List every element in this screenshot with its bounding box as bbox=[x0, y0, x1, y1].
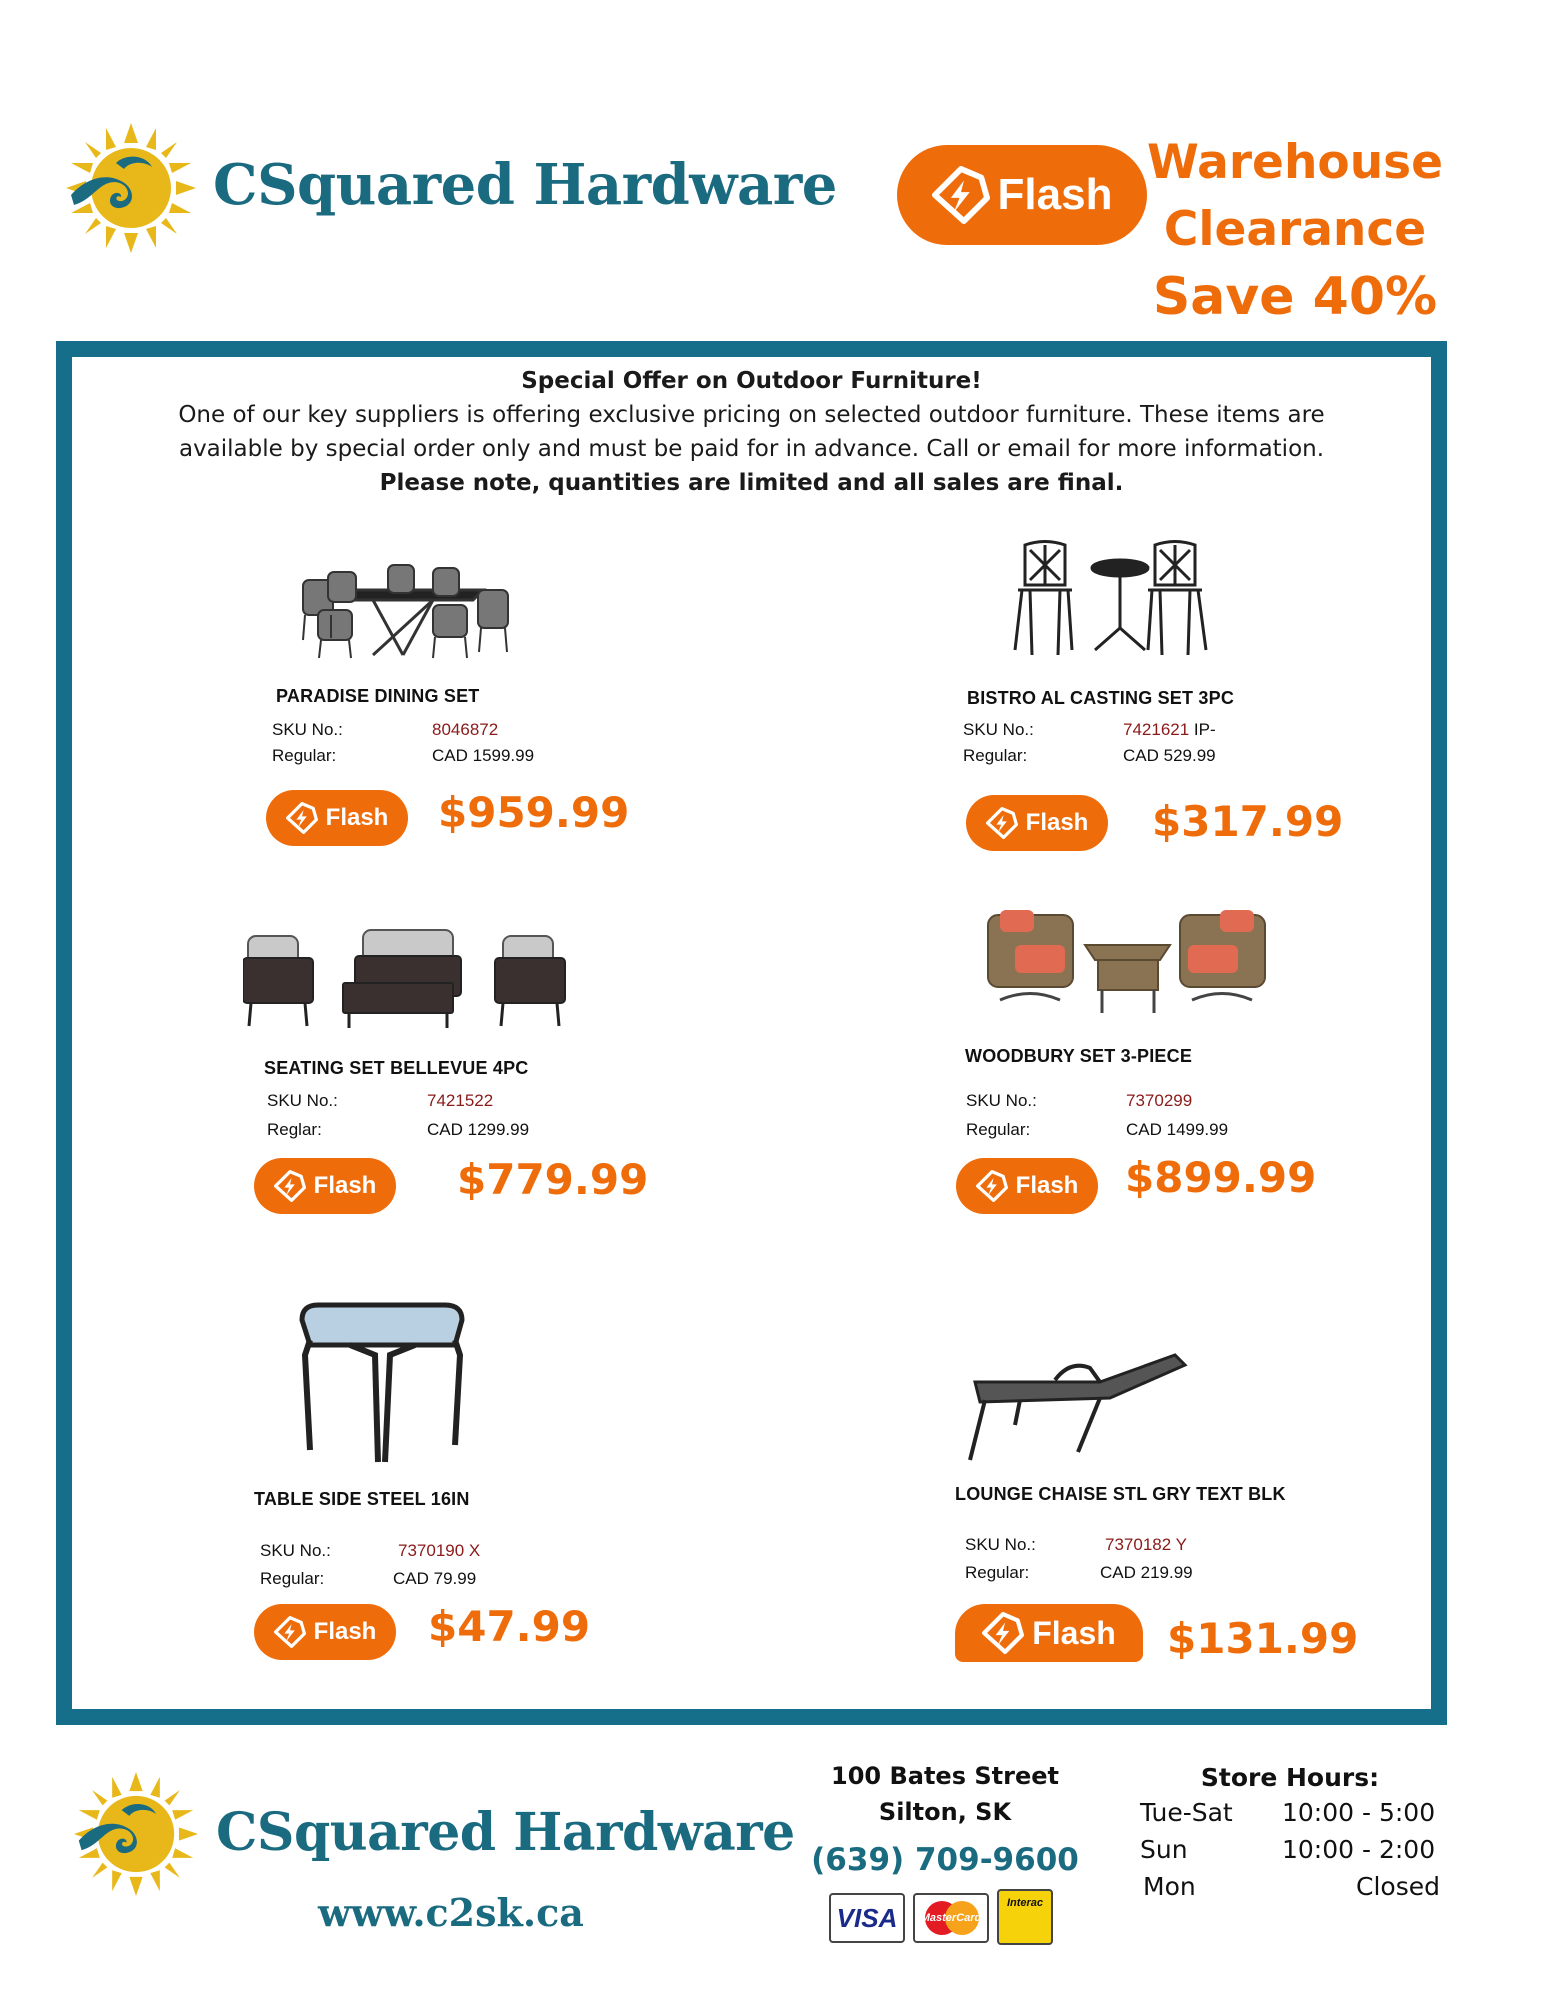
hours-days-mon: Mon bbox=[1143, 1872, 1196, 1901]
product-name: TABLE SIDE STEEL 16IN bbox=[254, 1489, 470, 1509]
flash-badge-label: Flash bbox=[1015, 1172, 1079, 1199]
sale-price: $131.99 bbox=[1167, 1614, 1359, 1663]
regular-label: Reglar: bbox=[267, 1120, 322, 1139]
flash-tag-icon bbox=[982, 1612, 1024, 1654]
sale-price: $47.99 bbox=[428, 1602, 591, 1651]
intro-line-2: available by special order only and must be paid for in advance. Call or email for more information. bbox=[178, 436, 1325, 462]
regular-label: Regular: bbox=[272, 746, 337, 765]
regular-label: Regular: bbox=[260, 1569, 325, 1588]
interac-card-icon: Interac bbox=[997, 1889, 1053, 1945]
sku-value: 7421522 bbox=[427, 1091, 494, 1110]
sku-value: 7421621 bbox=[1123, 720, 1190, 739]
sku-label: SKU No.: bbox=[966, 1091, 1037, 1110]
sku-value: 7370182 Y bbox=[1105, 1535, 1187, 1554]
hours-days-sun: Sun bbox=[1140, 1835, 1188, 1864]
product-name: BISTRO AL CASTING SET 3PC bbox=[967, 688, 1235, 708]
flash-tag-icon bbox=[286, 802, 318, 834]
flash-badge-label: Flash bbox=[325, 804, 389, 831]
regular-price: CAD 1499.99 bbox=[1126, 1120, 1229, 1139]
flash-badge bbox=[897, 145, 1147, 245]
regular-label: Regular: bbox=[965, 1563, 1030, 1582]
sale-price: $317.99 bbox=[1152, 797, 1344, 846]
sun-logo-icon bbox=[66, 123, 196, 253]
regular-price: CAD 529.99 bbox=[1123, 746, 1216, 765]
sku-label: SKU No.: bbox=[260, 1541, 331, 1560]
website-link[interactable]: www.c2sk.ca bbox=[318, 1890, 584, 1935]
intro-line-1: One of our key suppliers is offering exclusive pricing on selected outdoor furniture. These items are bbox=[178, 402, 1325, 428]
flash-badge-label: Flash bbox=[1025, 809, 1089, 836]
flash-badge bbox=[254, 1604, 396, 1660]
phone-number[interactable]: (639) 709-9600 bbox=[811, 1842, 1079, 1878]
sku-label: SKU No.: bbox=[272, 720, 343, 739]
flash-badge-label: Flash bbox=[313, 1618, 377, 1645]
hours-time-tue-sat: 10:00 - 5:00 bbox=[1282, 1798, 1436, 1827]
sku-suffix: IP- bbox=[1189, 720, 1216, 739]
flash-tag-icon bbox=[932, 166, 990, 224]
regular-price: CAD 1299.99 bbox=[427, 1120, 530, 1139]
visa-card-icon: VISA bbox=[829, 1893, 905, 1943]
woodbury-set-image bbox=[980, 905, 1275, 1015]
flash-badge bbox=[966, 795, 1108, 851]
sun-logo-icon bbox=[74, 1772, 198, 1896]
mastercard-icon bbox=[913, 1893, 989, 1943]
offer-frame bbox=[56, 341, 1447, 1725]
product-name: WOODBURY SET 3-PIECE bbox=[965, 1046, 1193, 1066]
address-line-2: Silton, SK bbox=[878, 1798, 1012, 1826]
hours-time-sun: 10:00 - 2:00 bbox=[1282, 1835, 1436, 1864]
sku-value: 8046872 bbox=[432, 720, 499, 739]
flash-badge bbox=[956, 1158, 1098, 1214]
flash-badge bbox=[254, 1158, 396, 1214]
bistro-set-image bbox=[1010, 540, 1230, 660]
flash-badge bbox=[266, 790, 408, 846]
regular-price: CAD 219.99 bbox=[1100, 1563, 1193, 1582]
intro-block bbox=[72, 364, 1431, 500]
mastercard-label: MasterCard bbox=[920, 1912, 982, 1924]
sku-label: SKU No.: bbox=[963, 720, 1034, 739]
product-name: SEATING SET BELLEVUE 4PC bbox=[264, 1058, 529, 1078]
brand-name: CSquared Hardware bbox=[213, 152, 837, 218]
promo-clearance: Clearance bbox=[1163, 202, 1427, 257]
flash-tag-icon bbox=[986, 807, 1018, 839]
sku-value: 7370190 X bbox=[398, 1541, 481, 1560]
sale-price: $959.99 bbox=[438, 788, 630, 837]
flash-tag-icon bbox=[274, 1616, 306, 1648]
sku-label: SKU No.: bbox=[267, 1091, 338, 1110]
footer-brand-name: CSquared Hardware bbox=[216, 1802, 795, 1863]
flash-badge-label: Flash bbox=[313, 1172, 377, 1199]
promo-save: Save 40% bbox=[1152, 267, 1438, 327]
flash-badge-label: Flash bbox=[1032, 1614, 1116, 1651]
regular-price: CAD 1599.99 bbox=[432, 746, 535, 765]
address-line-1: 100 Bates Street bbox=[831, 1762, 1059, 1790]
dining-set-image bbox=[283, 560, 523, 660]
intro-line-3: Please note, quantities are limited and all sales are final. bbox=[379, 470, 1124, 496]
regular-price: CAD 79.99 bbox=[393, 1569, 477, 1588]
lounge-chaise-image bbox=[960, 1350, 1190, 1465]
sku-value-group bbox=[1123, 720, 1216, 740]
sku-value: 7370299 bbox=[1126, 1091, 1193, 1110]
product-name: PARADISE DINING SET bbox=[276, 686, 480, 706]
regular-label: Regular: bbox=[966, 1120, 1031, 1139]
hours-days-tue-sat: Tue-Sat bbox=[1140, 1798, 1233, 1827]
store-hours-title: Store Hours: bbox=[1200, 1763, 1380, 1792]
sale-price: $899.99 bbox=[1125, 1153, 1317, 1202]
intro-title: Special Offer on Outdoor Furniture! bbox=[521, 368, 982, 394]
product-name: LOUNGE CHAISE STL GRY TEXT BLK bbox=[955, 1484, 1286, 1504]
flash-tag-icon bbox=[976, 1170, 1008, 1202]
sku-label: SKU No.: bbox=[965, 1535, 1036, 1554]
hours-time-mon: Closed bbox=[1356, 1872, 1440, 1901]
sale-price: $779.99 bbox=[457, 1155, 649, 1204]
flash-badge-label: Flash bbox=[997, 170, 1113, 219]
side-table-image bbox=[290, 1300, 475, 1465]
regular-label: Regular: bbox=[963, 746, 1028, 765]
flash-tag-icon bbox=[274, 1170, 306, 1202]
promo-warehouse: Warehouse bbox=[1147, 135, 1443, 190]
seating-set-image bbox=[243, 928, 568, 1028]
flash-badge bbox=[955, 1604, 1143, 1662]
